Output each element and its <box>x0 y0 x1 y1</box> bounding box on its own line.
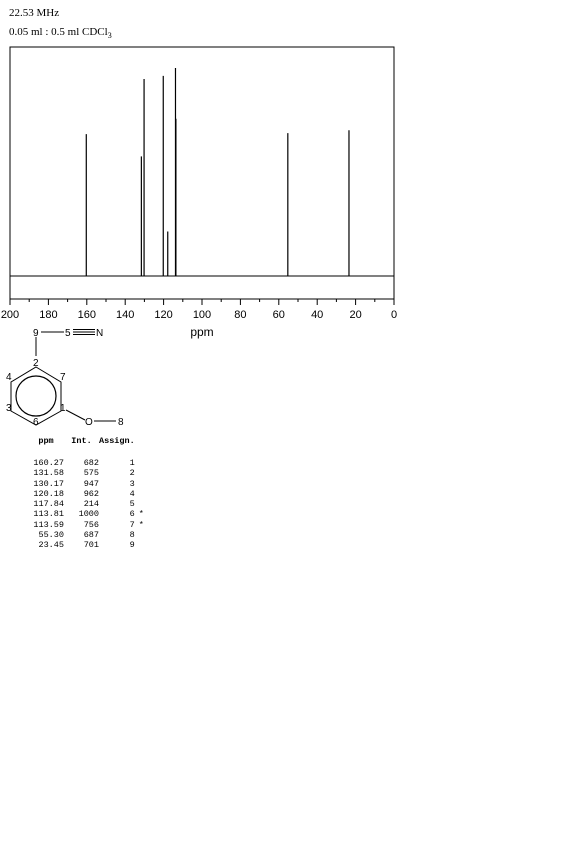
table-row <box>28 499 153 509</box>
row-ppm: 120.18 <box>33 488 64 499</box>
table-row <box>28 540 153 550</box>
row-assignment: 4 <box>129 488 135 499</box>
table-row <box>28 489 153 499</box>
table-row <box>28 509 153 519</box>
x-axis-ticks <box>10 299 394 305</box>
row-flag <box>135 540 153 550</box>
aromatic-circle <box>16 376 56 416</box>
row-intensity: 701 <box>83 540 99 551</box>
x-axis-tick-label: 20 <box>349 309 362 321</box>
row-ppm: 130.17 <box>33 478 64 489</box>
x-axis-tick-label: 0 <box>390 309 398 321</box>
solvent-ratio-text: 0.05 ml : 0.5 ml CDCl <box>9 26 108 38</box>
row-assignment: 8 <box>129 530 135 541</box>
x-axis-tick-label: 80 <box>234 309 247 321</box>
x-axis-tick-label: 120 <box>154 309 173 321</box>
row-assignment: 9 <box>129 540 135 551</box>
row-intensity: 756 <box>83 519 99 530</box>
x-axis-tick-label: 40 <box>311 309 324 321</box>
atom-1: 1 <box>60 403 66 414</box>
table-row <box>28 479 153 489</box>
atom-7: 7 <box>60 372 66 383</box>
header-ppm: ppm <box>38 436 54 446</box>
row-ppm: 117.84 <box>33 499 64 510</box>
row-intensity: 962 <box>83 488 99 499</box>
row-intensity: 687 <box>83 530 99 541</box>
row-ppm: 113.81 <box>33 509 64 520</box>
table-row <box>28 458 153 468</box>
atom-o: O <box>85 417 93 428</box>
peak-table-header <box>28 436 153 458</box>
table-row <box>28 468 153 478</box>
row-intensity: 1000 <box>78 509 99 520</box>
row-flag: * <box>138 519 144 530</box>
row-intensity: 682 <box>83 458 99 468</box>
row-ppm: 113.59 <box>33 519 64 530</box>
row-ppm: 131.58 <box>33 468 64 479</box>
row-intensity: 214 <box>83 499 99 510</box>
atom-5: 5 <box>65 328 71 339</box>
row-flag <box>135 489 153 499</box>
x-axis-tick-label: 180 <box>39 309 58 321</box>
atom-2: 2 <box>33 358 39 369</box>
x-axis-tick-label: 160 <box>77 309 96 321</box>
x-axis-tick-label: 140 <box>116 309 135 321</box>
row-flag <box>135 479 153 489</box>
row-assignment: 7 <box>129 519 135 530</box>
table-row <box>28 530 153 540</box>
atom-9: 9 <box>33 328 39 339</box>
atom-n: N <box>96 328 104 339</box>
row-ppm: 160.27 <box>33 458 64 468</box>
row-assignment: 3 <box>129 478 135 489</box>
row-intensity: 575 <box>83 468 99 479</box>
row-ppm: 23.45 <box>38 540 64 551</box>
bond-1-o <box>66 410 85 420</box>
row-flag <box>135 530 153 540</box>
header-assignment: Assign. <box>99 436 135 446</box>
row-assignment: 5 <box>129 499 135 510</box>
x-axis-tick-label: 60 <box>272 309 285 321</box>
row-flag: * <box>138 509 144 520</box>
row-flag <box>135 468 153 478</box>
peak-table <box>28 436 153 551</box>
atom-6: 6 <box>33 417 39 428</box>
atom-8: 8 <box>118 417 124 428</box>
atom-3: 3 <box>6 403 12 414</box>
atom-4: 4 <box>6 372 12 383</box>
row-assignment: 6 <box>129 509 135 520</box>
table-row <box>28 520 153 530</box>
header-flag <box>135 436 153 458</box>
row-ppm: 55.30 <box>38 530 64 541</box>
row-assignment: 1 <box>129 458 135 468</box>
molecular-structure <box>0 320 200 435</box>
row-flag <box>135 499 153 509</box>
x-axis-label: ppm <box>190 325 214 339</box>
row-intensity: 947 <box>83 478 99 489</box>
nmr-spectrum-chart <box>0 0 570 345</box>
row-assignment: 2 <box>129 468 135 479</box>
peak-group <box>86 68 349 276</box>
plot-frame <box>10 47 394 299</box>
x-axis-tick-label: 100 <box>192 309 212 321</box>
x-axis-tick-label: 200 <box>0 309 20 321</box>
row-flag <box>135 458 153 468</box>
header-intensity: Int. <box>71 436 92 446</box>
spectrometer-frequency: 22.53 MHz <box>9 7 60 19</box>
solvent-subscript: 3 <box>107 31 112 41</box>
